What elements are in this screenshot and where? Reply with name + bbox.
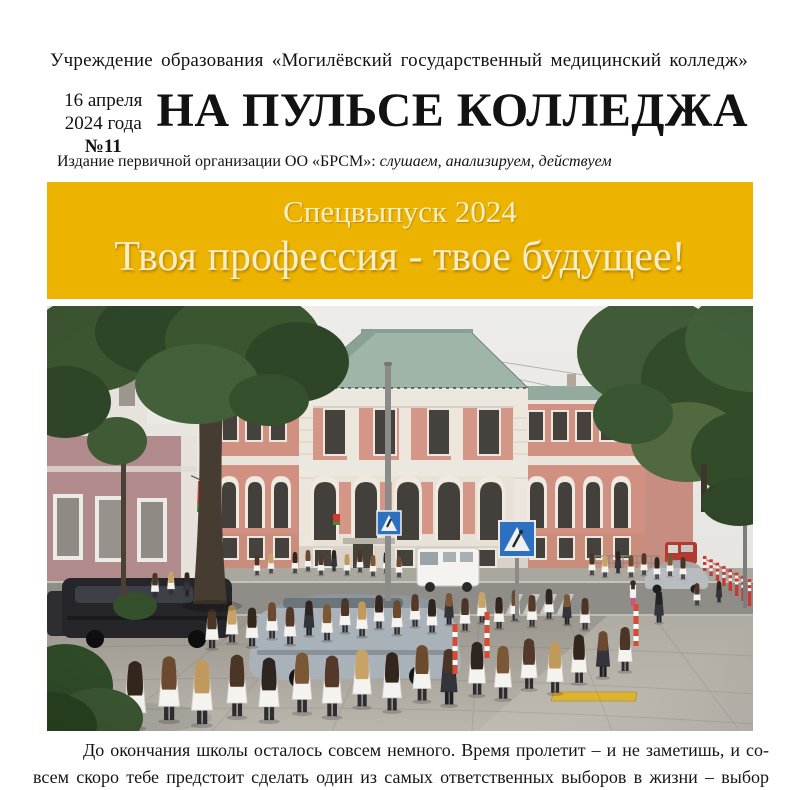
college-photo xyxy=(47,306,753,731)
body-line-1: До окончания школы осталось совсем немного. Время пролетит – и не заметишь, и со- xyxy=(83,740,769,760)
institution-line: Учреждение образования «Могилёвский государственный медицинский колледж» xyxy=(50,50,748,71)
special-issue-banner xyxy=(47,182,753,299)
issue-date-block xyxy=(50,86,157,158)
newspaper-title: НА ПУЛЬСЕ КОЛЛЕДЖА xyxy=(156,84,748,137)
issue-number: №11 xyxy=(84,135,122,157)
issue-date-line1: 16 апреля xyxy=(64,90,143,111)
issue-date-line2: 2024 года xyxy=(64,112,142,134)
banner-headline: Твоя профессия - твое будущее! xyxy=(114,233,686,280)
body-paragraph xyxy=(33,737,769,790)
college-photo-illustration xyxy=(47,306,753,731)
banner-kicker: Спецвыпуск 2024 xyxy=(283,194,517,229)
edition-subtitle-prefix: Издание первичной организации ОО «БРСМ»: xyxy=(57,153,380,170)
body-line-2: всем скоро тебе предстоит сделать один из самых ответственных выборов в жизни – выбор xyxy=(33,767,769,787)
masthead xyxy=(50,86,748,158)
edition-subtitle-motto: слушаем, анализируем, действуем xyxy=(379,153,612,170)
edition-subtitle xyxy=(57,153,612,171)
